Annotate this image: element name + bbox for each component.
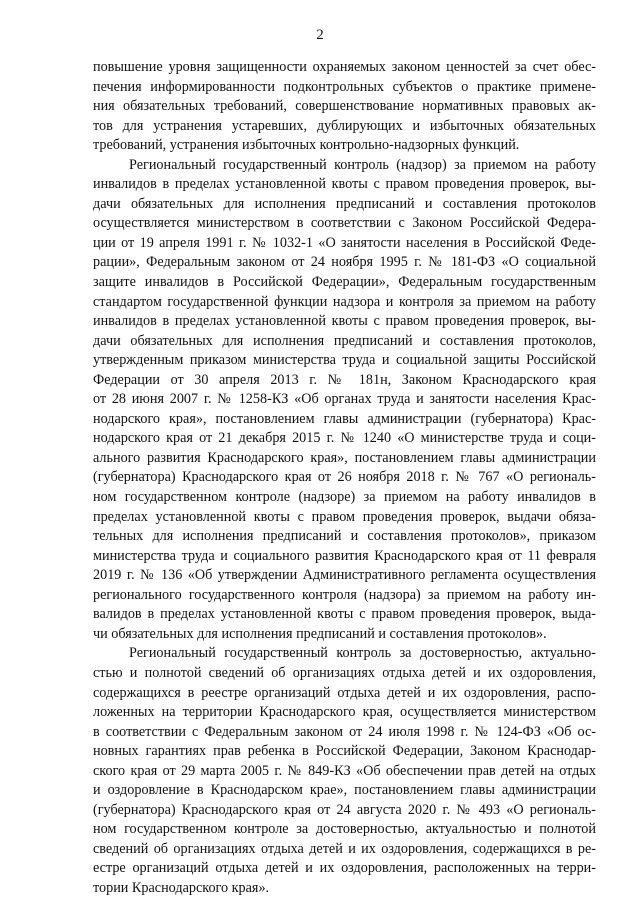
text-line: сведений об организациях отдыха детей и их оздоровления, содержащихся в ре-: [93, 840, 596, 857]
paragraph: [93, 58, 596, 156]
text-line: нодарского края», постановлением главы администрации (губернатора) Крас-: [93, 410, 596, 427]
text-line: (губернатора) Краснодарского края от 26 ноября 2018 г. № 767 «О региональ-: [93, 469, 596, 486]
paragraph: [93, 156, 596, 645]
text-line: повышение уровня защищенности охраняемых законом ценностей за счет обес-: [93, 59, 596, 75]
text-line: ального развития Краснодарского края», постановлением главы администрации: [93, 449, 596, 466]
text-line: пределах установленной квоты с правом проведения проверок, выдачи обяза-: [93, 508, 596, 525]
text-line: осуществляется министерством в соответствии с Законом Российской Федера-: [93, 215, 596, 232]
text-line: тельных для исполнения предписаний и составления протоколов», приказом: [93, 528, 596, 545]
text-line: регионального государственного контроля (надзора) за приемом на работу ин-: [93, 586, 596, 603]
page-number: 2: [316, 27, 324, 43]
text-line: требований, устранения избыточных контрольно-надзорных функций.: [93, 137, 520, 154]
text-line: инвалидов в пределах установленной квоты с правом проведения проверок, вы-: [93, 313, 596, 330]
text-line: в соответствии с Федеральным законом от 24 июля 1998 г. № 124-ФЗ «Об ос-: [93, 723, 596, 740]
text-line: валидов в пределах установленной квоты с правом проведения проверок, выда-: [93, 606, 596, 623]
text-line: тории Краснодарского края».: [93, 879, 270, 896]
text-line: тов для устранения устаревших, дублирующих и избыточных обязательных: [93, 117, 596, 134]
text-line: дачи обязательных для исполнения предписаний и составления протоколов: [93, 195, 596, 212]
text-line: от 28 июня 2007 г. № 1258-КЗ «Об органах труда и занятости населения Крас-: [93, 391, 596, 408]
text-line: ложенных на территории Краснодарского края, осуществляется министерством: [93, 704, 596, 721]
text-line: ния обязательных требований, совершенствование нормативных правовых ак-: [93, 98, 596, 115]
text-line: нодарского края от 21 декабря 2015 г. № 1240 «О министерстве труда и соци-: [93, 430, 596, 447]
text-line: инвалидов в пределах установленной квоты с правом проведения проверок, вы-: [93, 176, 596, 193]
text-line: министерства труда и социального развития Краснодарского края от 11 февраля: [93, 547, 596, 564]
paragraph: [93, 644, 596, 898]
text-line: ского края от 29 марта 2005 г. № 849-КЗ «Об обеспечении прав детей на отдых: [93, 762, 596, 779]
text-line: содержащихся в реестре организаций отдыха детей и их оздоровления, распо-: [93, 684, 596, 701]
text-line: стью и полнотой сведений об организациях отдыха детей и их оздоровления,: [93, 664, 596, 681]
text-line: и оздоровление в Краснодарском крае», постановлением главы администрации: [93, 782, 596, 799]
text-line: Региональный государственный контроль (надзор) за приемом на работу: [129, 156, 596, 173]
text-line: ном государственном контроле (надзоре) за приемом на работу инвалидов в: [93, 489, 596, 506]
text-line: ном государственном контроле за достоверностью, актуальностью и полнотой: [93, 821, 596, 838]
document-body: [93, 58, 596, 899]
text-line: чи обязательных для исполнения предписаний и составления протоколов».: [93, 625, 547, 642]
text-line: (губернатора) Краснодарского края от 24 августа 2020 г. № 493 «О региональ-: [93, 801, 596, 818]
text-line: ции от 19 апреля 1991 г. № 1032-1 «О занятости населения в Российской Феде-: [93, 234, 596, 251]
text-line: новных гарантиях прав ребенка в Российской Федерации, Законом Краснодар-: [93, 743, 596, 760]
text-line: утвержденным приказом министерства труда и социальной защиты Российской: [93, 352, 596, 369]
text-line: дачи обязательных для исполнения предписаний и составления протоколов,: [93, 332, 596, 349]
text-line: естре организаций отдыха детей и их оздоровления, расположенных на терри-: [93, 860, 596, 877]
text-line: Региональный государственный контроль за достоверностью, актуально-: [129, 645, 596, 662]
text-line: защите инвалидов в Российской Федерации», Федеральным государственным: [93, 274, 596, 291]
text-line: рации», Федеральным законом от 24 ноября 1995 г. № 181-ФЗ «О социальной: [93, 254, 596, 271]
text-line: стандартом государственной функции надзора и контроля за приемом на работу: [93, 293, 596, 310]
text-line: Федерации от 30 апреля 2013 г. № 181н, Законом Краснодарского края: [93, 371, 596, 388]
text-line: печения информированности подконтрольных субъектов о практике примене-: [93, 78, 596, 95]
text-line: 2019 г. № 136 «Об утверждении Административного регламента осуществления: [93, 567, 596, 584]
